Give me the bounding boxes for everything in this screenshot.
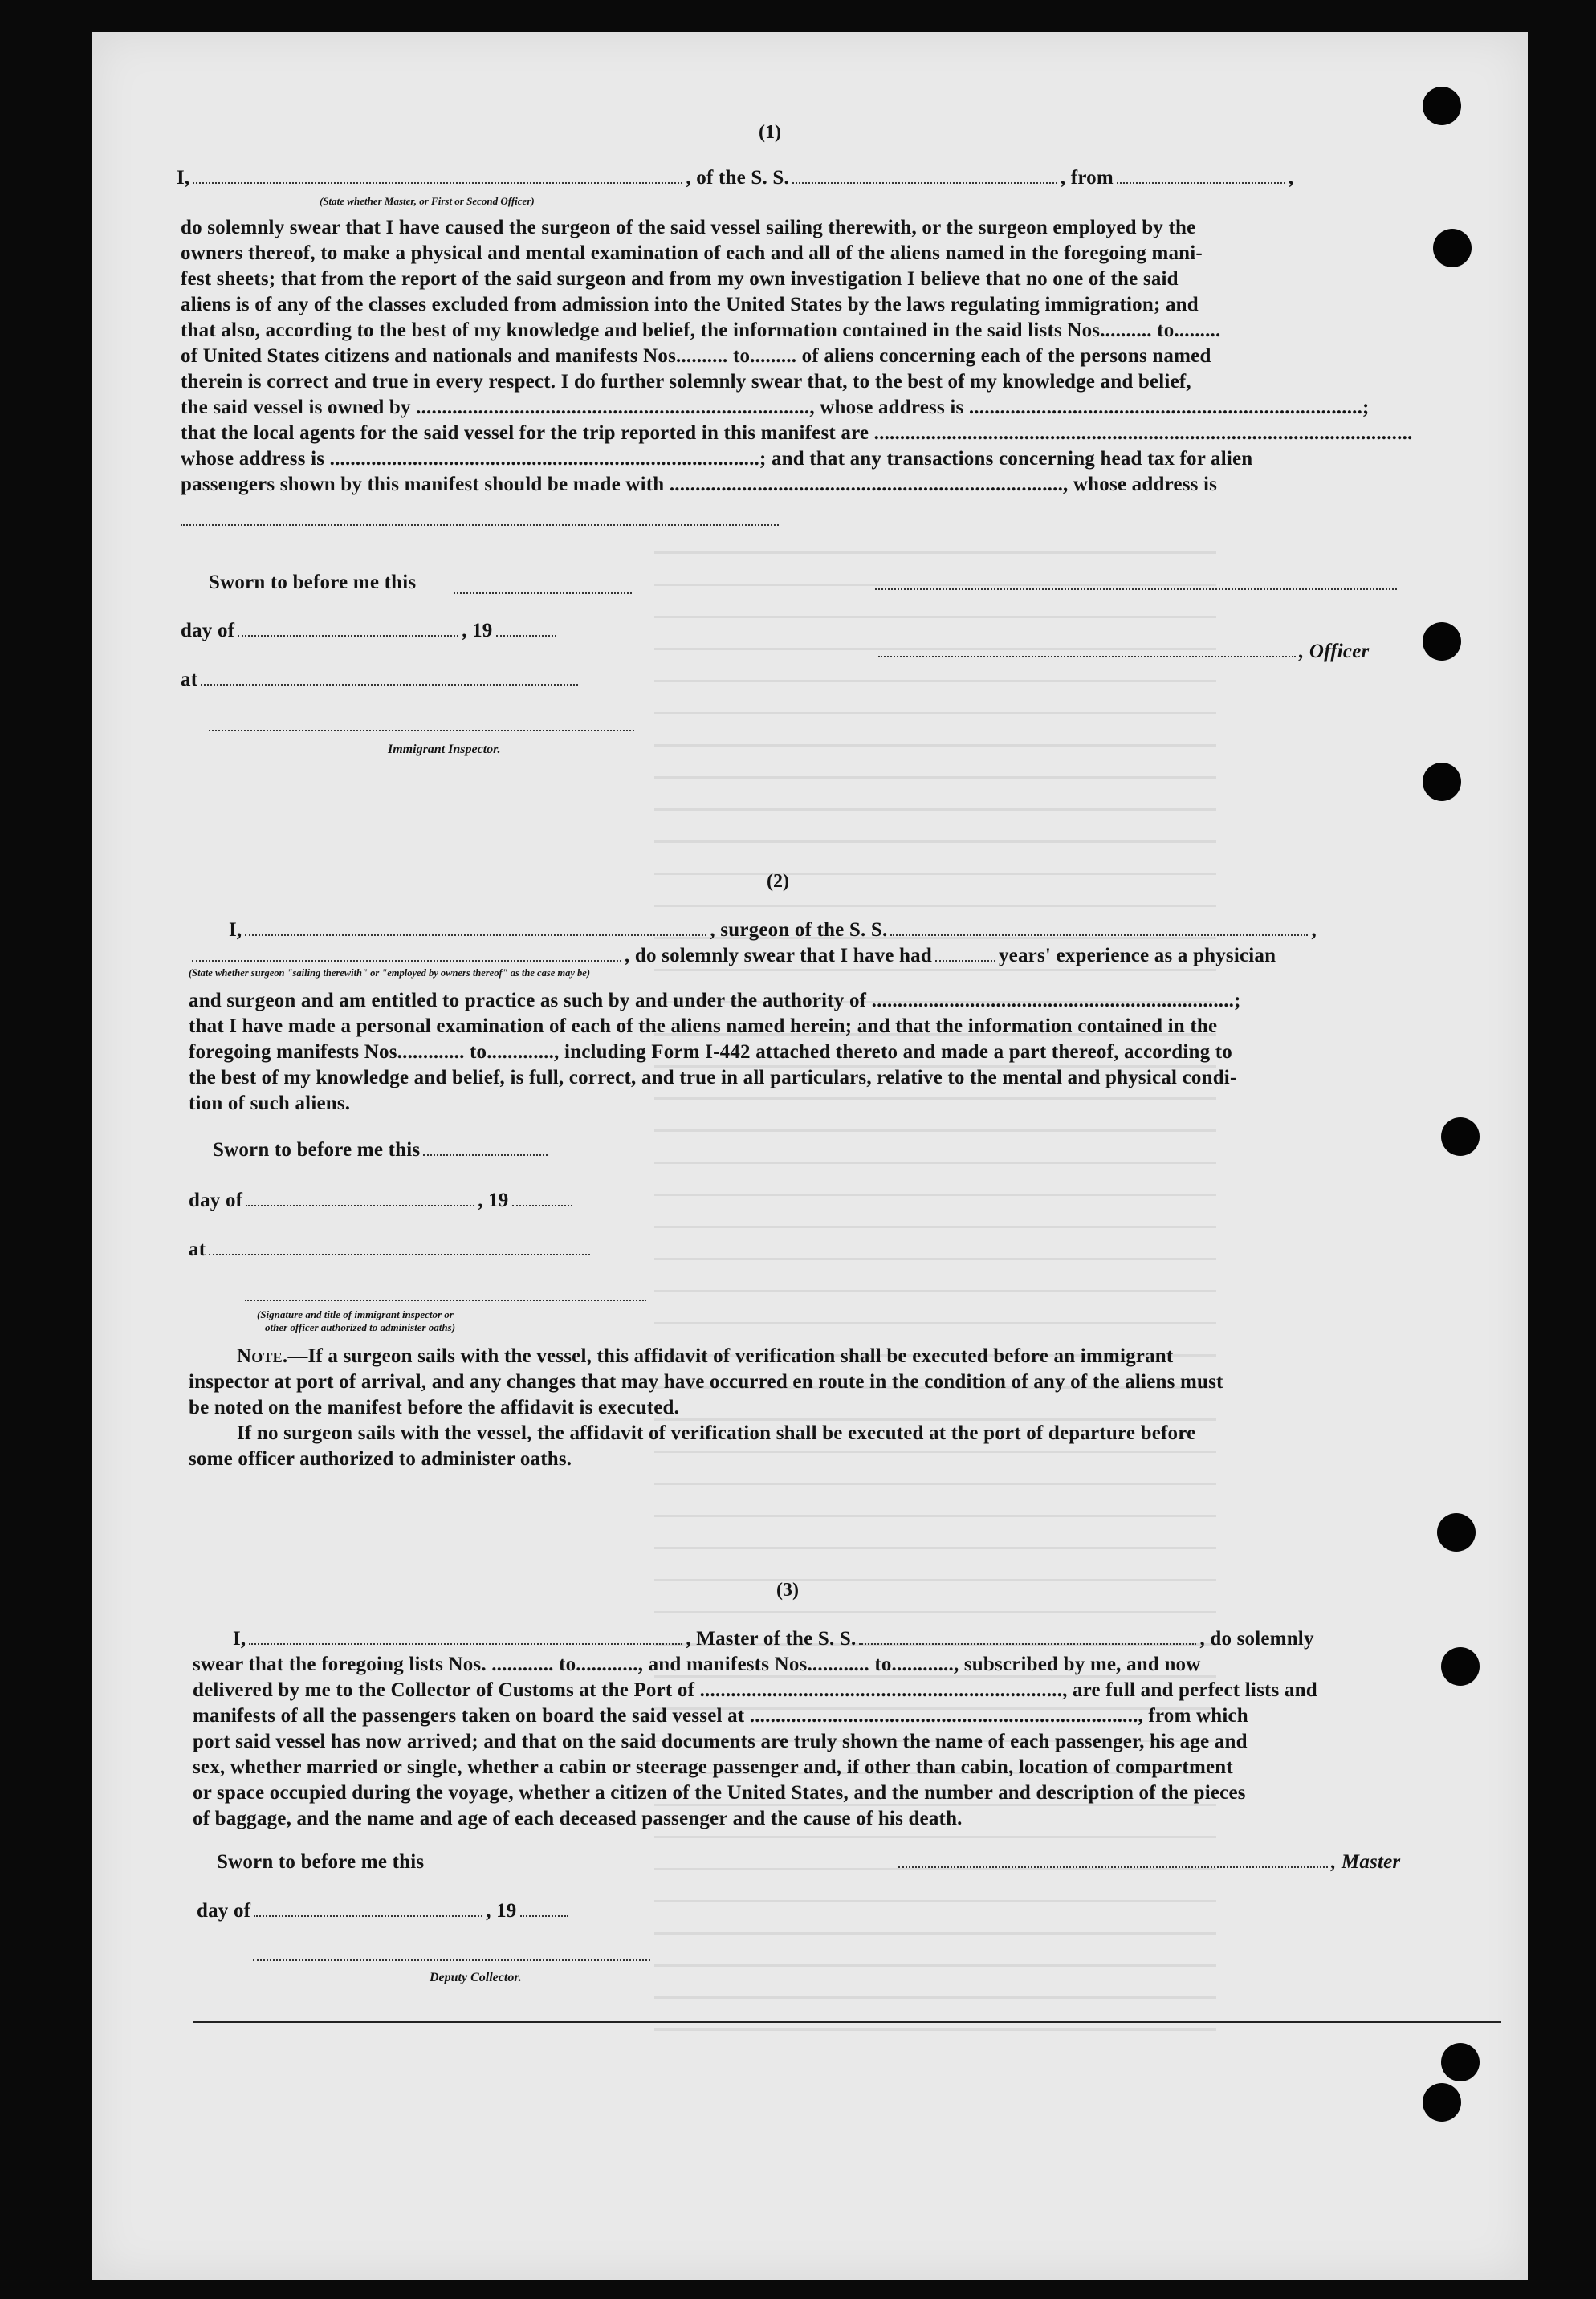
section-2-signature-caption-1: (Signature and title of immigrant inspector or	[257, 1308, 454, 1320]
punch-hole	[1437, 1513, 1476, 1552]
section-3-body-line-6: or space occupied during the voyage, whether a citizen of the United States, and the number and description of the pieces	[193, 1782, 1246, 1804]
experience-label: , do solemnly swear that I have had	[625, 945, 932, 966]
section-1-body-line-7: therein is correct and true in every respect. I do further solemnly swear that, to the best of my knowledge and belief,	[181, 371, 1191, 393]
vessel-label: , of the S. S.	[686, 167, 789, 189]
section-1-sworn-line	[454, 592, 632, 594]
at-label: at	[189, 1239, 206, 1260]
year-label: , 19	[462, 620, 493, 641]
from-label: , from	[1060, 167, 1114, 189]
section-2-note2-line-1: If no surgeon sails with the vessel, the affidavit of verification shall be executed at the port of departure before	[237, 1422, 1196, 1444]
punch-hole	[1423, 87, 1461, 125]
section-2-note-line-3: be noted on the manifest before the affidavit is executed.	[189, 1397, 680, 1418]
day-of-label: day of	[181, 620, 235, 641]
section-2-body-line-4: the best of my knowledge and belief, is full, correct, and true in all particulars, relative to the mental and physical condi-	[189, 1067, 1237, 1088]
section-1-body-line-2: owners thereof, to make a physical and mental examination of each and all of the aliens named in the foregoing mani-	[181, 242, 1203, 264]
master-label: , Master	[1331, 1851, 1401, 1873]
at-label: at	[181, 669, 198, 690]
section-2-note2-line-2: some officer authorized to administer oaths.	[189, 1448, 572, 1470]
section-3-body-line-5: sex, whether married or single, whether a cabin or steerage passenger and, if other than cabin, location of compartment	[193, 1756, 1233, 1778]
section-2-at-line	[189, 1239, 593, 1261]
section-2-signature-line	[245, 1299, 646, 1301]
section-1-oath-line	[177, 167, 1293, 189]
section-3-day-of-line	[197, 1900, 572, 1923]
section-1-caption: (State whether Master, or First or Second Officer)	[320, 195, 535, 207]
punch-hole	[1423, 2083, 1461, 2122]
section-1-day-of-line	[181, 620, 560, 642]
day-of-label: day of	[189, 1190, 243, 1211]
surgeon-vessel-label: , surgeon of the S. S.	[710, 919, 888, 941]
day-of-label: day of	[197, 1900, 251, 1922]
section-1-body-line-1: do solemnly swear that I have caused the surgeon of the said vessel sailing therewith, or the surgeon employed by the	[181, 217, 1196, 238]
section-1-number: (1)	[759, 122, 781, 143]
oath-i-label: I,	[229, 919, 242, 941]
sworn-label: Sworn to before me this	[213, 1139, 421, 1161]
section-2-note-line-2: inspector at port of arrival, and any changes that may have occurred en route in the condition of any of the aliens must	[189, 1371, 1223, 1393]
section-3-sworn-label: Sworn to before me this	[217, 1851, 425, 1873]
section-1-at-line	[181, 669, 581, 691]
section-1-inspector-signature-line	[209, 729, 634, 731]
oath-i-label: I,	[233, 1628, 246, 1650]
punch-hole	[1423, 763, 1461, 801]
section-3-body-line-1: swear that the foregoing lists Nos. ............ to............, and manifests Nos............ to............, subscribed by me, and now	[193, 1654, 1201, 1675]
section-1-body-line-4: aliens is of any of the classes excluded from admission into the United States by the laws regulating immigration; and	[181, 294, 1199, 315]
section-1-body-line-10: whose address is ...................................................................................; and that any transactions concerning head tax for alien	[181, 448, 1253, 470]
section-1-body-line-9: that the local agents for the said vessel for the trip reported in this manifest are ........................................................................................................	[181, 422, 1413, 444]
section-2-body-line-3: foregoing manifests Nos............. to............., including Form I-442 attached thereto and made a part thereof, according to	[189, 1041, 1233, 1063]
comma: ,	[1311, 919, 1317, 941]
section-2-body-line-2: that I have made a personal examination of each of the aliens named herein; and that the information contained in the	[189, 1015, 1218, 1037]
comma: ,	[1288, 167, 1294, 189]
section-3-number: (3)	[776, 1580, 799, 1601]
punch-hole	[1433, 229, 1472, 267]
section-3-body-line-4: port said vessel has now arrived; and that on the said documents are truly shown the name of each passenger, his age and	[193, 1731, 1248, 1752]
section-2-signature-caption-2: other officer authorized to administer oaths)	[265, 1321, 456, 1333]
section-1-body-line-5: that also, according to the best of my knowledge and belief, the information contained in the said lists Nos.......... to.........	[181, 319, 1221, 341]
section-2-body-line-5: tion of such aliens.	[189, 1093, 351, 1114]
section-3-deputy-label: Deputy Collector.	[430, 1971, 522, 1984]
section-3-signature-line	[253, 1959, 650, 1961]
section-2-day-of-line	[189, 1190, 576, 1212]
section-2-body-line-1: and surgeon and am entitled to practice as such by and under the authority of ......................................................................;	[189, 990, 1241, 1011]
note-text: —If a surgeon sails with the vessel, this affidavit of verification shall be executed before an immigrant	[287, 1345, 1174, 1367]
section-3-body-line-2: delivered by me to the Collector of Customs at the Port of ......................................................................, are full and perfect lists and	[193, 1679, 1317, 1701]
punch-hole	[1441, 1117, 1480, 1156]
section-2-caption: (State whether surgeon "sailing therewith" or "employed by owners thereof" as the case may be)	[189, 967, 590, 979]
year-label: , 19	[486, 1900, 517, 1922]
section-1-body-line-8: the said vessel is owned by ............................................................................, whose address is ............................................................................;	[181, 397, 1370, 418]
punch-hole	[1441, 1647, 1480, 1686]
oath-i-label: I,	[177, 167, 190, 189]
section-1-inspector-label: Immigrant Inspector.	[388, 743, 501, 756]
master-vessel-label: , Master of the S. S.	[686, 1628, 857, 1650]
section-3-body-line-7: of baggage, and the name and age of each deceased passenger and the cause of his death.	[193, 1808, 963, 1829]
punch-hole	[1423, 622, 1461, 661]
section-1-body-line-6: of United States citizens and nationals and manifests Nos.......... to......... of aliens concerning each of the persons named	[181, 345, 1211, 367]
officer-label: , Officer	[1299, 641, 1370, 662]
section-3-body-line-3: manifests of all the passengers taken on board the said vessel at ..........................................................................., from which	[193, 1705, 1248, 1727]
do-solemnly-label: , do solemnly	[1199, 1628, 1314, 1650]
document-page	[92, 32, 1528, 2280]
section-1-sworn-label: Sworn to before me this	[209, 572, 417, 593]
section-2-sworn-line	[213, 1139, 551, 1162]
section-2-number: (2)	[767, 871, 789, 892]
note-label: Note.	[237, 1345, 288, 1367]
section-1-body-line-3: fest sheets; that from the report of the said surgeon and from my own investigation I believe that no one of the said	[181, 268, 1179, 290]
year-label: , 19	[478, 1190, 509, 1211]
bleed-through-texture	[654, 522, 1216, 2031]
section-1-body-line-11: passengers shown by this manifest should be made with ............................................................................, whose address is	[181, 474, 1218, 495]
punch-hole	[1441, 2043, 1480, 2081]
physician-label: years' experience as a physician	[998, 945, 1276, 966]
